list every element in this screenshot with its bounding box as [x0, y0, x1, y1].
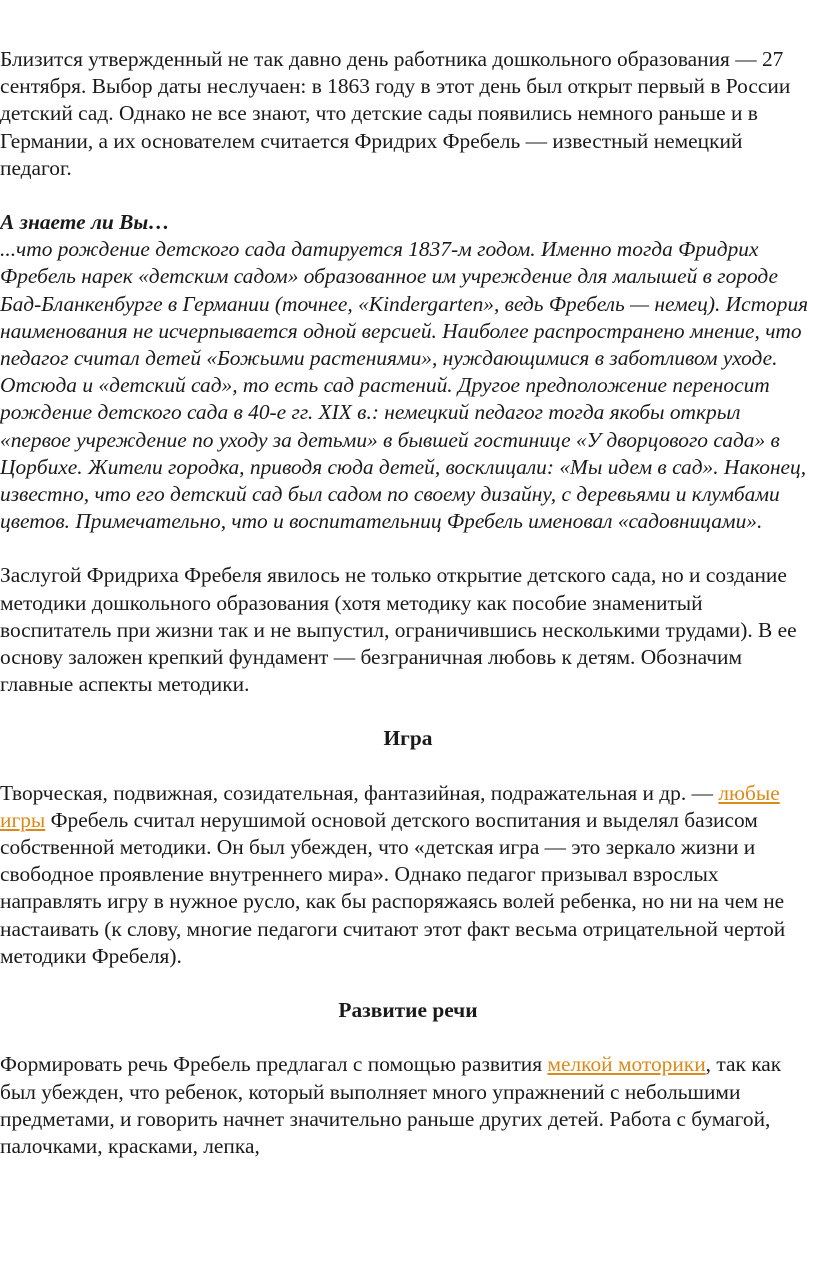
game-text-after: Фребель считал нерушимой основой детского воспитания и выделял базисом собственной методики. Он был убежден, что «детская игра — это зеркало жизни и свободное проявление внутреннего мира». Однако педагог призывал взрослых направлять игру в нужное русло, как бы распоряжаясь волей ребенка, но ни на чем не настаивать (к слову, многие педагоги считают этот факт весьма отрицательной чертой методики Фребеля).: [0, 807, 786, 968]
speech-paragraph: [0, 1051, 816, 1160]
speech-text-after: , так как был убежден, что ребенок, который выполняет много упражнений с небольшими предметами, и говорить начнет значительно раньше других детей. Работа с бумагой, палочками, красками, лепка,: [0, 1052, 782, 1158]
aside-title: А знаете ли Вы…: [0, 210, 170, 235]
section-heading-speech: Развитие речи: [338, 998, 478, 1023]
section-heading-game: Игра: [383, 726, 433, 751]
intro-paragraph: Близится утвержденный не так давно день работника дошкольного образования — 27 сентября. Выбор даты неслучаен: в 1863 году в этот день был открыт первый в России детский сад. Однако не все знают, что детские сады появились немного раньше и в Германии, а их основателем считается Фридрих Фребель — известный немецкий педагог.: [0, 47, 791, 180]
game-text-before: Творческая, подвижная, созидательная, фантазийная, подражательная и др. —: [0, 780, 719, 805]
link-fine-motor[interactable]: мелкой моторики: [547, 1052, 706, 1077]
aside-paragraph: ...что рождение детского сада датируется 1837-м годом. Именно тогда Фридрих Фребель нарек «детским садом» образованное им учреждение для малышей в городе Бад-Бланкенбурге в Германии (точнее, «Kindergarten», ведь Фребель — немец). История наименования не исчерпывается одной версией. Наиболее распространено мнение, что педагог считал детей «Божьими растениями», нуждающимися в заботливом уходе. Отсюда и «детский сад», то есть сад растений. Другое предположение переносит рождение детского сада в 40-е гг. XIX в.: немецкий педагог тогда якобы открыл «первое учреждение по уходу за детьми» в бывшей гостинице «У дворцового сада» в Цорбихе. Жители городка, приводя сюда детей, восклицали: «Мы идем в сад». Наконец, известно, что его детский сад был садом по своему дизайну, с деревьями и клумбами цветов. Примечательно, что и воспитательниц Фребель именовал «садовницами».: [0, 237, 809, 534]
speech-text-before: Формировать речь Фребель предлагал с помощью развития: [0, 1052, 548, 1077]
link-games[interactable]: любые игры: [0, 780, 780, 832]
game-paragraph: [0, 780, 816, 970]
merit-paragraph: Заслугой Фридриха Фребеля явилось не только открытие детского сада, но и создание методики дошкольного образования (хотя методику как пособие знаменитый воспитатель при жизни так и не выпустил, ограничившись несколькими трудами). В ее основу заложен крепкий фундамент — безграничная любовь к детям. Обозначим главные аспекты методики.: [0, 563, 797, 697]
article: [0, 46, 816, 1187]
